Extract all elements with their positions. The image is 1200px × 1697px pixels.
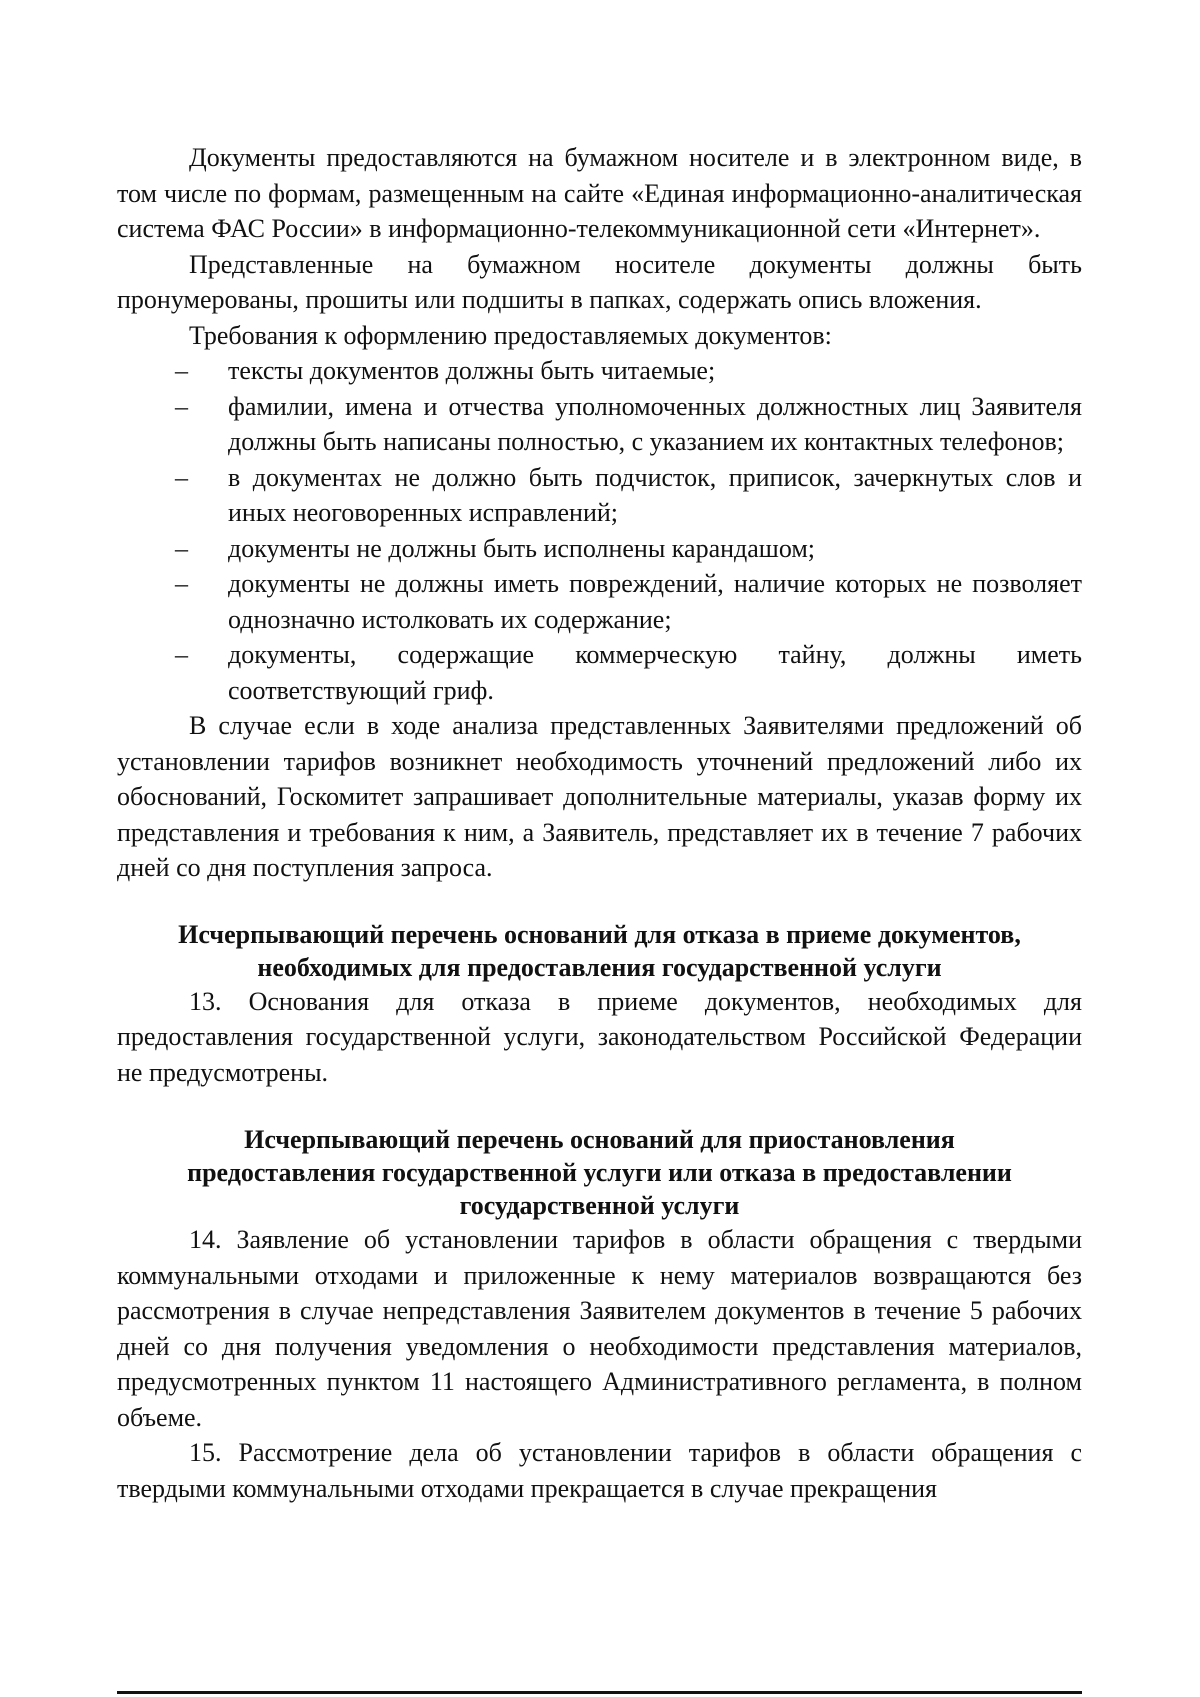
requirements-list <box>117 353 1082 708</box>
dash-marker: – <box>175 462 188 492</box>
section-heading-refusal-documents <box>117 918 1082 984</box>
heading-line: Исчерпывающий перечень оснований для отказа в приеме документов, <box>178 919 1021 949</box>
dash-marker: – <box>175 391 188 421</box>
paragraph-paper-requirements: Представленные на бумажном носителе документы должны быть пронумерованы, прошиты или подшиты в папках, содержать опись вложения. <box>117 249 1082 314</box>
list-item-text: документы не должны иметь повреждений, наличие которых не позволяет однозначно истолковать их содержание; <box>228 569 1082 634</box>
paragraph-item-14: 14. Заявление об установлении тарифов в области обращения с твердыми коммунальными отходами и приложенные к нему материалов возвращаются без рассмотрения в случае непредставления Заявителем документов в течение 5 рабочих дней со дня получения уведомления о необходимости представления материалов, предусмотренных пунктом 11 настоящего Административного регламента, в полном объеме. <box>117 1225 1082 1432</box>
list-item-text: тексты документов должны быть читаемые; <box>228 356 716 385</box>
paragraph-item-15: 15. Рассмотрение дела об установлении тарифов в области обращения с твердыми коммунальными отходами прекращается в случае прекращения <box>117 1438 1082 1503</box>
heading-line: необходимых для предоставления государственной услуги <box>257 952 942 982</box>
list-item <box>117 566 1082 637</box>
list-item-text: фамилии, имена и отчества уполномоченных должностных лиц Заявителя должны быть написаны полностью, с указанием их контактных телефонов; <box>228 391 1082 456</box>
section-heading-suspension-refusal <box>117 1123 1082 1222</box>
list-item-text: документы не должны быть исполнены карандашом; <box>228 533 816 563</box>
list-item-text: документы, содержащие коммерческую тайну, должны иметь соответствующий гриф. <box>228 640 1082 705</box>
heading-line: государственной услуги <box>459 1191 740 1220</box>
list-item <box>117 637 1082 708</box>
paragraph-item-13: 13. Основания для отказа в приеме документов, необходимых для предоставления государственной услуги, законодательством Российской Федерации не предусмотрены. <box>117 986 1082 1087</box>
document-page <box>117 140 1082 1506</box>
paragraph-requirements-intro: Требования к оформлению предоставляемых документов: <box>189 320 832 350</box>
paragraph-clarification: В случае если в ходе анализа представленных Заявителями предложений об установлении тарифов возникнет необходимость уточнений предложений либо их обоснований, Госкомитет запрашивает дополнительные материалы, указав форму их представления и требования к ним, а Заявитель, представляет их в течение 7 рабочих дней со дня поступления запроса. <box>117 711 1082 882</box>
list-item-text: в документах не должно быть подчисток, приписок, зачеркнутых слов и иных неоговоренных исправлений; <box>228 462 1082 527</box>
heading-line: Исчерпывающий перечень оснований для приостановления <box>244 1125 955 1154</box>
heading-line: предоставления государственной услуги или отказа в предоставлении <box>187 1158 1012 1187</box>
dash-marker: – <box>175 356 188 385</box>
paragraph-submission-formats: Документы предоставляются на бумажном носителе и в электронном виде, в том числе по формам, размещенным на сайте «Единая информационно-аналитическая система ФАС России» в информационно-телекоммуникационной сети «Интернет». <box>117 143 1082 243</box>
list-item <box>117 460 1082 531</box>
dash-marker: – <box>175 640 188 669</box>
page-bottom-rule <box>117 1691 1082 1694</box>
dash-marker: – <box>175 533 188 563</box>
list-item <box>117 353 1082 389</box>
list-item <box>117 531 1082 567</box>
dash-marker: – <box>175 569 188 598</box>
list-item <box>117 389 1082 460</box>
